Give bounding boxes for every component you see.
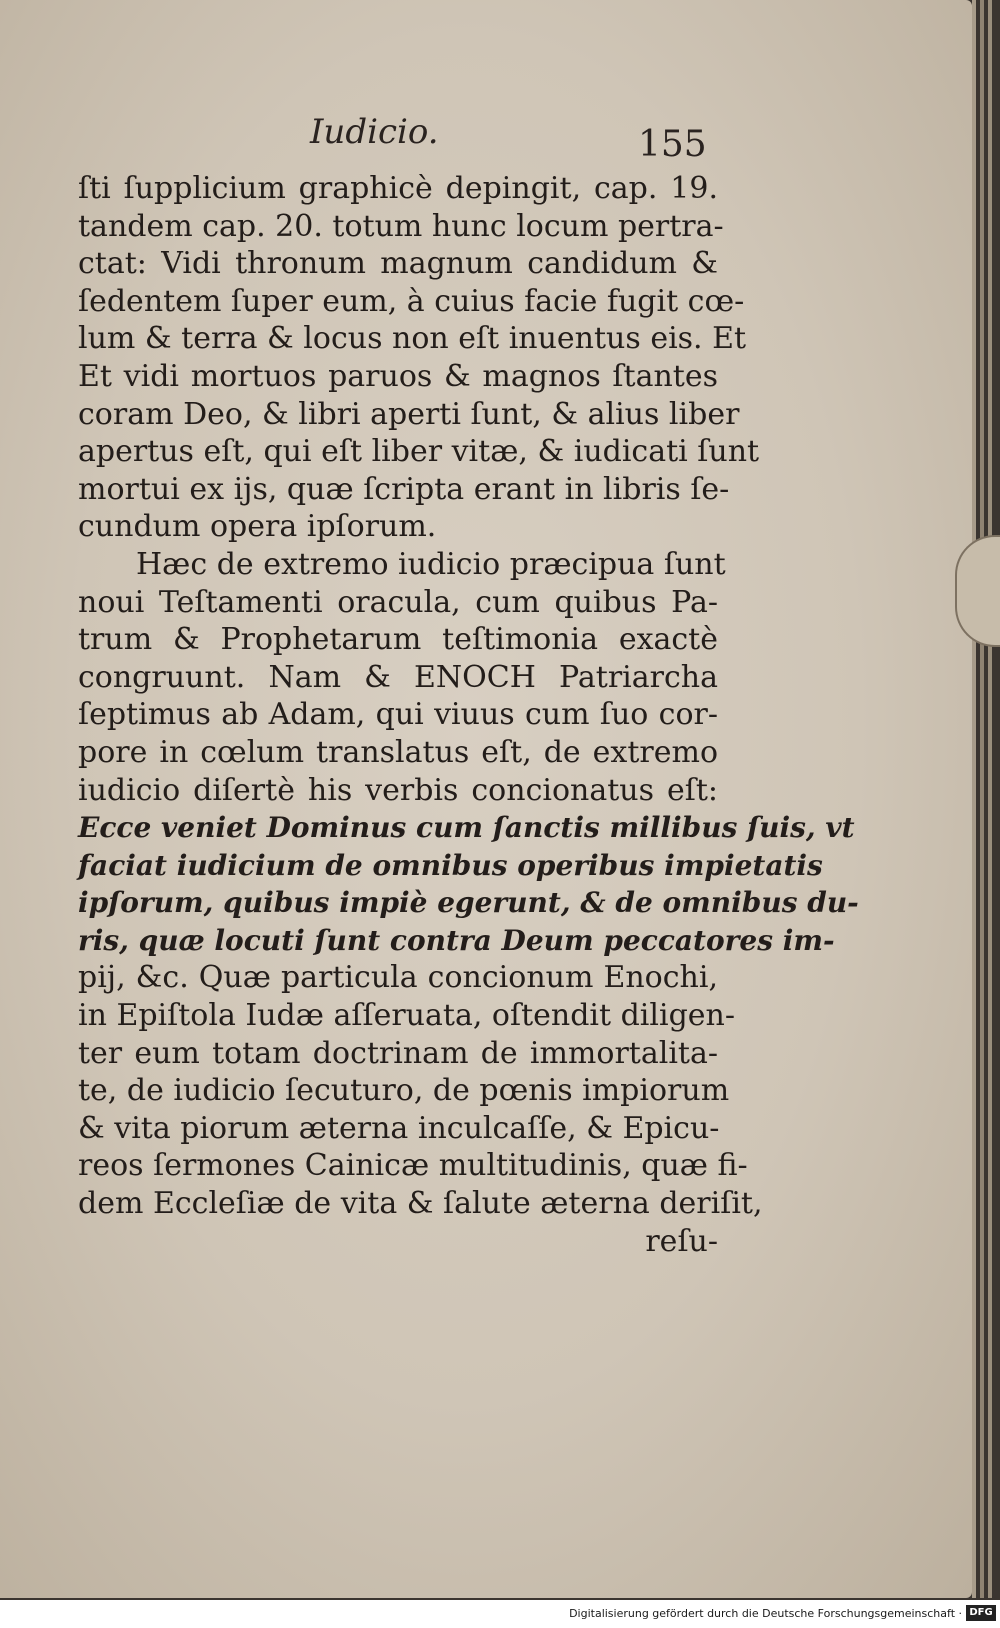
text-line: te, de iudicio ſecuturo, de pœnis impiorum (78, 1073, 730, 1109)
text-line: cundum opera ipſorum. (78, 509, 437, 545)
body-text (78, 170, 859, 1260)
text-line: noui Teſtamenti oracula, cum quibus Pa- (78, 584, 718, 620)
text-line: ctat: Vidi thronum magnum candidum & (78, 246, 718, 282)
text-line: pore in cœlum translatus eſt, de extremo (78, 734, 718, 770)
text-line: pij, &c. Quæ particula concionum Enochi, (78, 960, 718, 996)
text-line: ter eum totam doctrinam de immortalita- (78, 1035, 718, 1071)
page-edge (988, 0, 992, 1598)
text-line: ſeptimus ab Adam, qui viuus cum ſuo cor- (78, 697, 718, 733)
text-line: coram Deo, & libri aperti ſunt, & alius liber (78, 396, 740, 432)
text-line: dem Eccleſiæ de vita & ſalute æterna deriſit, (78, 1186, 763, 1222)
footer-bar (0, 1600, 1000, 1628)
text-line: ipſorum, quibus impiè egerunt, & de omnibus du- (78, 886, 859, 920)
page-edge (972, 0, 976, 1598)
text-line: Et vidi mortuos paruos & magnos ſtantes (78, 358, 718, 394)
text-line: mortui ex ijs, quæ ſcripta erant in libris ſe- (78, 471, 730, 507)
running-head: Iudicio. (310, 112, 439, 152)
digitization-credit: Digitalisierung gefördert durch die Deutsche Forschungsgemeinschaft · (569, 1607, 962, 1620)
text-line: trum & Prophetarum teſtimonia exactè (78, 622, 718, 658)
catchword: reſu- (645, 1223, 718, 1259)
text-line: faciat iudicium de omnibus operibus impietatis (78, 848, 823, 882)
text-line: Hæc de extremo iudicio præcipua ſunt (136, 546, 726, 582)
text-line: tandem cap. 20. totum hunc locum pertra- (78, 208, 724, 244)
text-line: Ecce veniet Dominus cum ſanctis millibus ſuis, vt (78, 811, 855, 845)
text-line: in Epiſtola Iudæ aſſeruata, oſtendit diligen- (78, 998, 735, 1034)
page-number: 155 (638, 124, 707, 165)
text-line: congruunt. Nam & ENOCH Patriarcha (78, 659, 718, 695)
text-line: ris, quæ locuti ſunt contra Deum peccatores im- (78, 923, 835, 957)
bookmark-tab (955, 535, 1000, 647)
text-line: ſedentem ſuper eum, à cuius facie fugit cœ- (78, 283, 745, 319)
text-line: lum & terra & locus non eſt inuentus eis. Et (78, 321, 747, 357)
text-line: reos ſermones Cainicæ multitudinis, quæ fi- (78, 1148, 748, 1184)
text-line: iudicio diſertè his verbis concionatus eſt: (78, 772, 718, 808)
text-line: ſti ſupplicium graphicè depingit, cap. 19. (78, 171, 718, 206)
dfg-logo: DFG (966, 1605, 996, 1621)
text-line: & vita piorum æterna inculcaſſe, & Epicu- (78, 1110, 720, 1146)
text-line: apertus eſt, qui eſt liber vitæ, & iudicati ſunt (78, 434, 760, 470)
page-edge (980, 0, 984, 1598)
